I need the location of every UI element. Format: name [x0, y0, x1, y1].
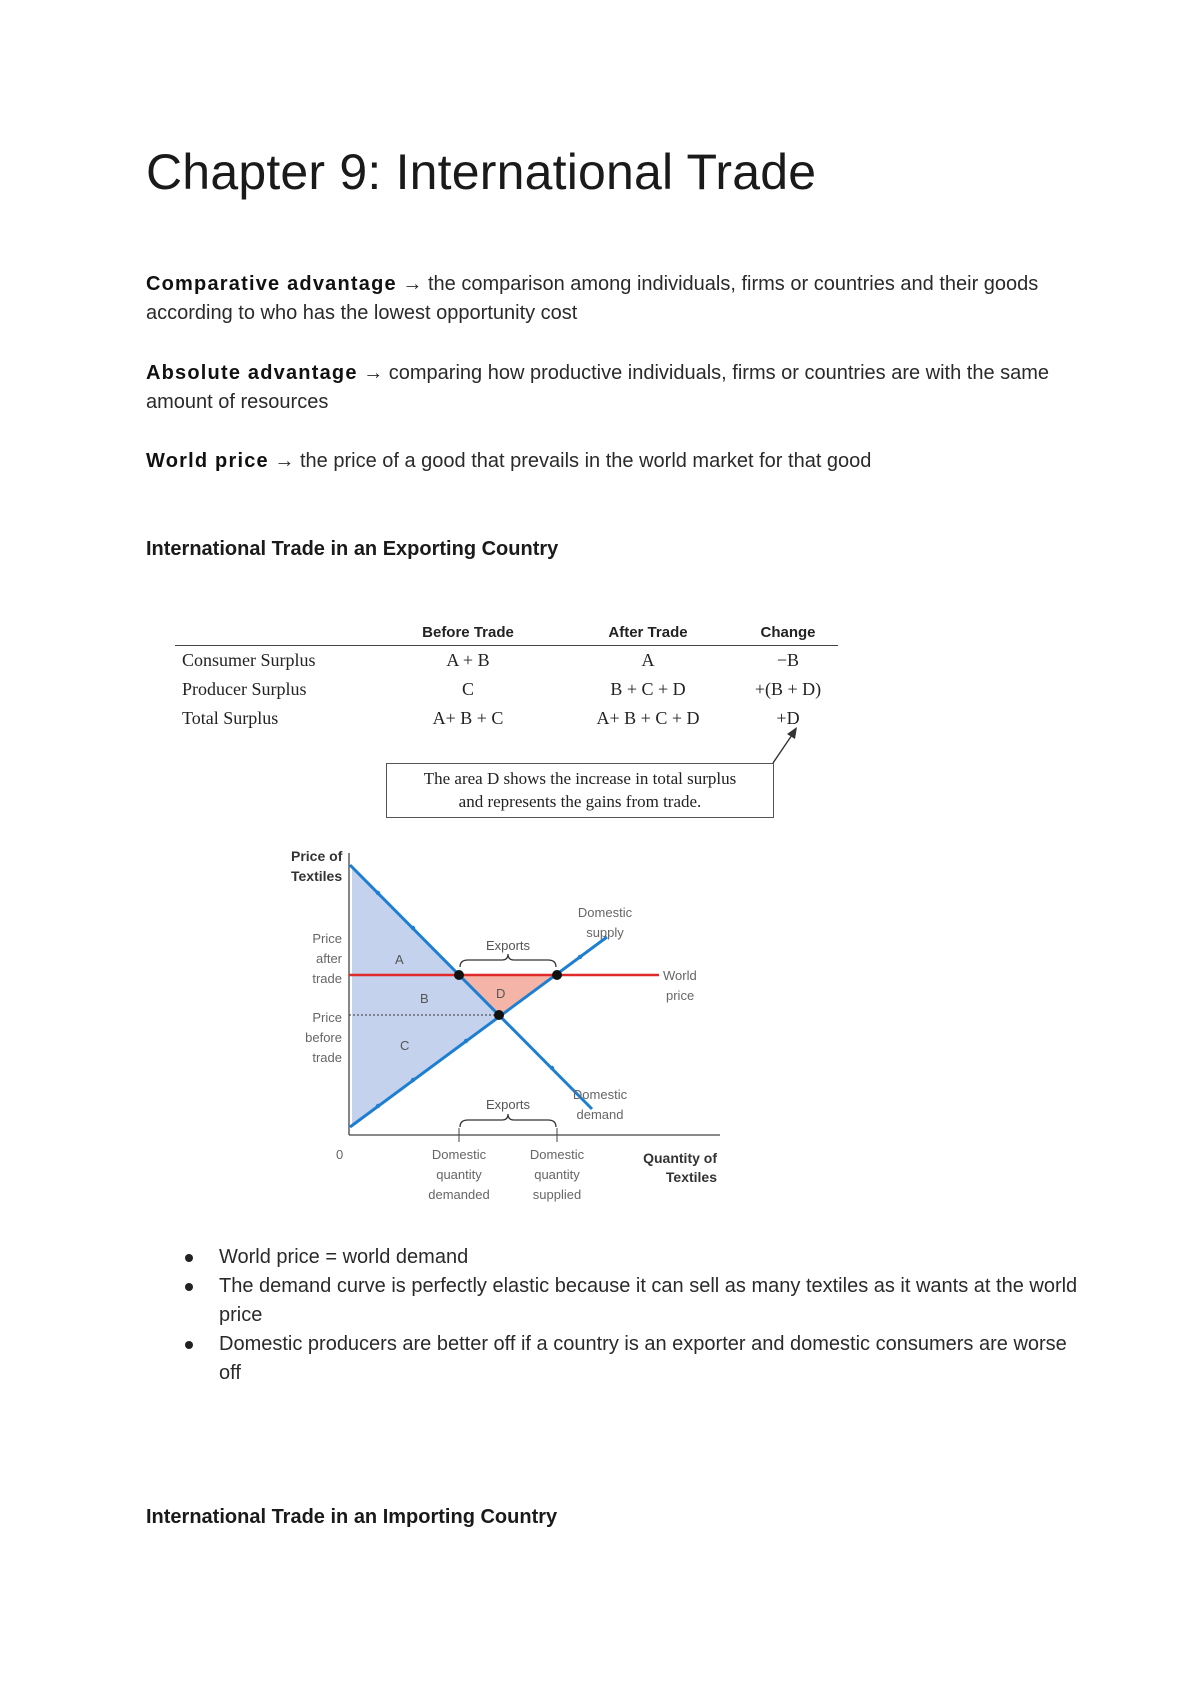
region-a-label: A: [395, 952, 404, 967]
callout-arrow-icon: [770, 724, 810, 766]
table-row: [175, 675, 838, 704]
table-header-row: [175, 622, 838, 646]
region-d-label: D: [496, 986, 506, 1001]
definition-text: the price of a good that prevails in the world market for that good: [299, 450, 872, 472]
gains-from-trade-callout: [386, 763, 774, 818]
list-item-text: The demand curve is perfectly elastic because it can sell as many textiles as it wants at the world price: [219, 1275, 1078, 1326]
price-before-label: trade: [312, 1050, 342, 1065]
arrow-icon: →: [274, 450, 295, 472]
region-c-label: C: [400, 1038, 410, 1053]
row-label: Total Surplus: [182, 707, 279, 728]
demand-label: Domestic: [572, 1087, 628, 1102]
row-label: Consumer Surplus: [182, 649, 316, 670]
arrow-icon: →: [363, 362, 384, 384]
price-after-label: after: [315, 951, 342, 966]
table-header: Before Trade: [378, 622, 558, 646]
point-quantity-demanded: [454, 970, 464, 980]
exports-label-bottom: Exports: [485, 1097, 531, 1112]
list-item-text: Domestic producers are better off if a country is an exporter and domestic consumers are worse off: [219, 1333, 1067, 1384]
region-b-label: B: [420, 991, 429, 1006]
definition-world-price: [146, 447, 1076, 476]
cell-before: A+ B + C: [432, 707, 504, 728]
qty-supplied-label: quantity: [534, 1167, 580, 1182]
exports-brace-top: [460, 954, 556, 967]
cell-change: −B: [776, 649, 800, 670]
export-diagram: [280, 845, 750, 1220]
definition-term: Comparative advantage: [146, 273, 397, 295]
world-price-label: World: [663, 968, 697, 983]
qty-demanded-label: demanded: [428, 1187, 490, 1202]
definition-text: the comparison among individuals, firms or countries and their goods according to who has the lowest opportunity cost: [146, 273, 1039, 324]
surplus-table: [175, 622, 838, 733]
price-after-label: trade: [312, 971, 342, 986]
table-header: Change: [738, 622, 838, 646]
y-axis-label: Price of: [291, 848, 343, 864]
list-item-text: World price = world demand: [219, 1246, 469, 1268]
table-header: After Trade: [558, 622, 738, 646]
qty-supplied-label: supplied: [532, 1187, 582, 1202]
x-axis-label: Textiles: [665, 1169, 717, 1185]
cell-after: A: [641, 649, 655, 670]
supply-label: Domestic: [577, 905, 633, 920]
definition-comparative-advantage: [146, 270, 1076, 328]
section-heading-exporting: International Trade in an Exporting Country: [146, 538, 559, 560]
list-item: [146, 1243, 1086, 1272]
exports-brace-bottom: [460, 1114, 556, 1127]
supply-label: supply: [586, 925, 624, 940]
table-row: [175, 704, 838, 733]
point-quantity-supplied: [552, 970, 562, 980]
y-axis-label: Textiles: [291, 868, 343, 884]
demand-label: demand: [576, 1107, 624, 1122]
list-item: [146, 1330, 1086, 1388]
bullet-icon: [185, 1254, 193, 1262]
callout-line: The area D shows the increase in total surplus: [423, 769, 737, 788]
table-row: [175, 646, 838, 676]
definition-absolute-advantage: [146, 359, 1076, 417]
definition-term: World price: [146, 450, 269, 472]
cell-after: B + C + D: [610, 678, 686, 699]
point-equilibrium: [494, 1010, 504, 1020]
cell-after: A+ B + C + D: [596, 707, 700, 728]
row-label: Producer Surplus: [182, 678, 307, 699]
bullet-icon: [185, 1341, 193, 1349]
section-heading-importing: International Trade in an Importing Country: [146, 1506, 558, 1528]
world-price-label: price: [666, 988, 695, 1003]
x-axis-label: Quantity of: [643, 1150, 717, 1166]
arrow-icon: →: [402, 273, 423, 295]
cell-before: A + B: [446, 649, 490, 670]
price-before-label: Price: [312, 1010, 342, 1025]
bullet-list: [146, 1243, 1086, 1388]
callout-line: and represents the gains from trade.: [458, 792, 702, 811]
cell-before: C: [461, 678, 474, 699]
qty-demanded-label: Domestic: [431, 1147, 487, 1162]
bullet-icon: [185, 1283, 193, 1291]
price-before-label: before: [305, 1030, 342, 1045]
page-title: Chapter 9: International Trade: [146, 144, 817, 200]
table-header: [175, 622, 378, 646]
origin-label: 0: [336, 1147, 344, 1162]
qty-supplied-label: Domestic: [529, 1147, 585, 1162]
definition-term: Absolute advantage: [146, 362, 358, 384]
exports-label-top: Exports: [485, 938, 531, 953]
qty-demanded-label: quantity: [436, 1167, 482, 1182]
definition-text: comparing how productive individuals, firms or countries are with the same amount of resources: [146, 362, 1050, 413]
cell-change: +(B + D): [754, 678, 822, 699]
cell-change: +D: [776, 707, 800, 728]
price-after-label: Price: [312, 931, 342, 946]
list-item: [146, 1272, 1086, 1330]
